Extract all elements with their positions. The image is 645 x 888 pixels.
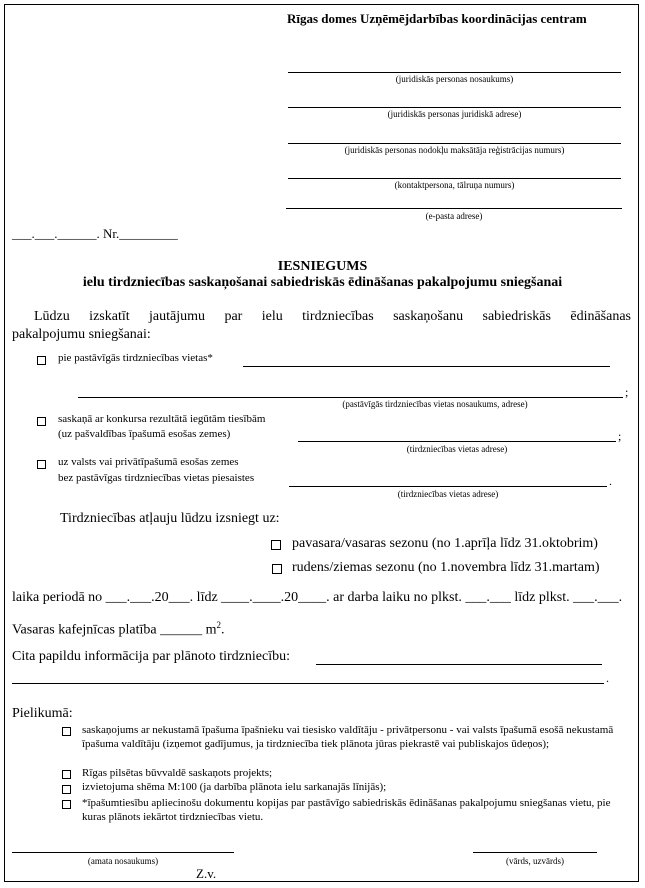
date-number-line[interactable]: ___.___.______. Nr._________	[12, 226, 178, 241]
option-contest-label-2: (uz pašvaldības īpašumā esošas zemes)	[58, 428, 231, 440]
email-caption: (e-pasta adrese)	[425, 211, 483, 221]
option-contest-end: ;	[618, 429, 622, 443]
company-name-line[interactable]	[288, 72, 621, 73]
option-contest-line[interactable]	[298, 441, 616, 442]
option-permanent-line-1[interactable]	[243, 366, 610, 367]
tax-number-caption: (juridiskās personas nodokļu maksātāja reģistrācijas numurs)	[344, 145, 565, 155]
attachment-3-text: izvietojuma shēma M:100 (ja darbība plānota ielu sarkanajās līnijās);	[82, 781, 387, 793]
season-summer-checkbox[interactable]	[271, 540, 281, 550]
name-signature-line[interactable]	[473, 852, 597, 853]
option-land-end: .	[609, 474, 612, 488]
stamp-label: Z.v.	[196, 866, 217, 881]
cafe-area[interactable]	[12, 620, 225, 639]
option-permanent-line-2[interactable]	[78, 397, 623, 398]
addressee: Rīgas domes Uzņēmējdarbības koordinācijas centram	[287, 11, 587, 26]
attachment-4-checkbox[interactable]	[62, 800, 71, 809]
document-subtitle: ielu tirdzniecības saskaņošanai sabiedriskās ēdināšanas pakalpojumu sniegšanai	[82, 275, 563, 290]
contact-caption: (kontaktpersona, tālruņa numurs)	[394, 180, 515, 190]
request-line-2: pakalpojumu sniegšanai:	[12, 327, 151, 342]
attachment-1-checkbox[interactable]	[62, 727, 71, 736]
contact-line[interactable]	[288, 178, 621, 179]
position-signature-line[interactable]	[12, 852, 234, 853]
season-winter-checkbox[interactable]	[272, 564, 282, 574]
attachment-4-text: *īpašumtiesību apliecinošu dokumentu kopijas par pastāvīgo sabiedriskās ēdināšanas pakalpojumu sniegšanas vietu, pie kuras plānots iekārtot tirdzniecības vietu.	[82, 797, 611, 823]
option-permanent-end: ;	[625, 385, 629, 399]
cafe-area-end: .	[221, 622, 225, 638]
period-line[interactable]: laika periodā no ___.___.20___. līdz ____.____.20____. ar darba laiku no plkst. ___.___ līdz plkst. ___.___.	[12, 590, 623, 605]
tax-number-line[interactable]	[288, 143, 621, 144]
email-line[interactable]	[286, 208, 622, 209]
option-land-label-2: bez pastāvīgas tirdzniecības vietas piesaistes	[58, 472, 255, 484]
company-address-line[interactable]	[288, 107, 621, 108]
attachment-3-checkbox[interactable]	[62, 785, 71, 794]
cafe-area-unit-exponent: 2	[216, 620, 221, 630]
option-land-checkbox[interactable]	[37, 460, 46, 469]
company-name-caption: (juridiskās personas nosaukums)	[395, 74, 514, 84]
option-permanent-checkbox[interactable]	[37, 356, 46, 365]
other-info-line-1[interactable]	[316, 664, 602, 665]
permit-intro: Tirdzniecības atļauju lūdzu izsniegt uz:	[60, 511, 280, 526]
position-caption: (amata nosaukums)	[87, 856, 159, 866]
attachment-1-text: saskaņojums ar nekustamā īpašuma īpašnieku vai tiesisko valdītāju - privātpersonu - vai valsts īpašumā esošā nekustamā īpašuma valdītāju (izņemot gadījumus, ja tirdzniecība tiek plānota jūras piekrastē vai publiskajos ūdeņos);	[82, 724, 614, 750]
option-permanent-caption: (pastāvīgās tirdzniecības vietas nosaukums, adrese)	[342, 399, 528, 409]
document-title: IESNIEGUMS	[277, 259, 368, 274]
option-contest-label-1: saskaņā ar konkursa rezultātā iegūtām tiesībām	[58, 413, 266, 425]
name-caption: (vārds, uzvārds)	[506, 856, 564, 866]
option-contest-checkbox[interactable]	[37, 417, 46, 426]
attachment-2-text: Rīgas pilsētas būvvaldē saskaņots projekts;	[82, 767, 273, 779]
option-permanent-label: pie pastāvīgās tirdzniecības vietas*	[58, 352, 213, 364]
cafe-area-label: Vasaras kafejnīcas platība ______ m	[12, 622, 217, 638]
other-info-line-2[interactable]	[12, 683, 604, 684]
season-winter-label: rudens/ziemas sezonu (no 1.novembra līdz 31.martam)	[292, 560, 600, 575]
season-summer-label: pavasara/vasaras sezonu (no 1.aprīļa līdz 31.oktobrim)	[292, 536, 598, 551]
other-info-label: Cita papildu informācija par plānoto tirdzniecību:	[12, 649, 290, 664]
attachment-2-checkbox[interactable]	[62, 770, 71, 779]
attachments-heading: Pielikumā:	[12, 706, 73, 721]
option-land-line[interactable]	[289, 486, 607, 487]
option-land-label-1: uz valsts vai privātīpašumā esošas zemes	[58, 456, 239, 468]
request-line-1: Lūdzu izskatīt jautājumu par ielu tirdzniecības saskaņošanu sabiedriskās ēdināšanas	[34, 309, 631, 324]
option-contest-caption: (tirdzniecības vietas adrese)	[406, 444, 508, 454]
company-address-caption: (juridiskās personas juridiskā adrese)	[387, 109, 522, 119]
option-land-caption: (tirdzniecības vietas adrese)	[397, 489, 499, 499]
other-info-end: .	[606, 671, 609, 685]
